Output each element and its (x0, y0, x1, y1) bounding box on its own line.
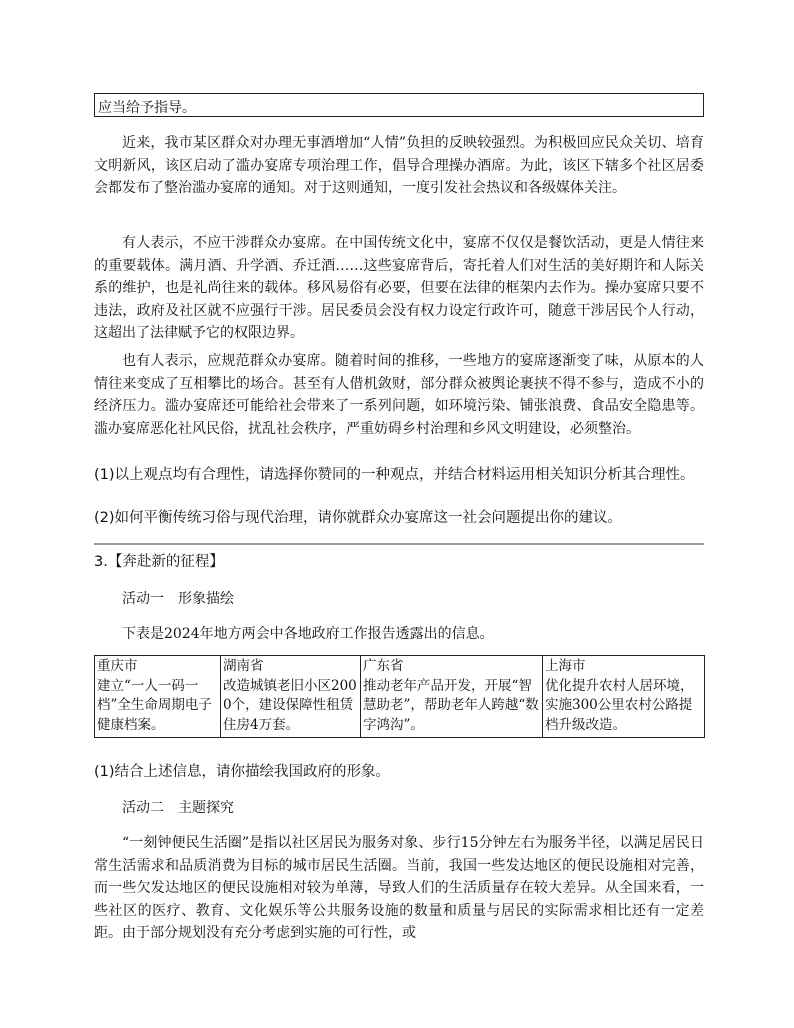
material-paragraph-1: 近来，我市某区群众对办理无事酒增加“人情”负担的反映较强烈。为积极回应民众关切、培育文明新风，该区启动了滥办宴席专项治理工作，倡导合理操办酒席。为此，该区下辖多个社区居委会都发布了整治滥办宴席的通知。对于这则通知，一度引发社会热议和各级媒体关注。 (94, 135, 704, 196)
cell-text: 改造城镇老旧小区2000个，建设保障性租赁住房4万套。 (223, 677, 357, 733)
city-name: 上海市 (545, 658, 586, 674)
answer-box (94, 93, 704, 117)
answer-box-text: 应当给予指导。 (98, 100, 196, 116)
government-report-table (94, 655, 705, 738)
table-intro: 下表是2024年地方两会中各地政府工作报告透露出的信息。 (122, 626, 494, 642)
question-2: (2)如何平衡传统习俗与现代治理，请你就群众办宴席这一社会问题提出你的建议。 (94, 510, 623, 526)
cell-text: 优化提升农村人居环境，实施300公里农村公路提档升级改造。 (545, 677, 694, 733)
table-cell (221, 656, 361, 738)
section-heading: 3.【奔赴新的征程】 (94, 554, 224, 570)
question-after-table: (1)结合上述信息，请你描绘我国政府的形象。 (94, 764, 391, 780)
section-divider (94, 543, 704, 545)
cell-text: 推动老年产品开发，开展“智慧助老”，帮助老年人跨越“数字鸿沟”。 (363, 677, 539, 733)
table-cell (361, 656, 543, 738)
activity-two-title: 活动二 主题探究 (122, 800, 234, 816)
material-paragraph-2: 有人表示，不应干涉群众办宴席。在中国传统文化中，宴席不仅仅是餐饮活动，更是人情往来的重要载体。满月酒、升学酒、乔迁酒……这些宴席背后，寄托着人们对生活的美好期许和人际关系的维护，也是礼尚往来的载体。移风易俗有必要，但要在法律的框架内去作为。操办宴席只要不违法，政府及社区就不应强行干涉。居民委员会没有权力设定行政许可，随意干涉居民个人行动，这超出了法律赋予它的权限边界。 (94, 235, 704, 341)
city-name: 重庆市 (97, 658, 138, 674)
city-name: 广东省 (363, 658, 404, 674)
table-cell (95, 656, 221, 738)
table-cell (543, 656, 705, 738)
cell-text: 建立“一人一码一档”全生命周期电子健康档案。 (97, 677, 212, 733)
material-paragraph-3: 也有人表示，应规范群众办宴席。随着时间的推移，一些地方的宴席逐渐变了味，从原本的人情往来变成了互相攀比的场合。甚至有人借机敛财，部分群众被舆论裹挟不得不参与，造成不小的经济压力。滥办宴席还可能给社会带来了一系列问题，如环境污染、铺张浪费、食品安全隐患等。滥办宴席恶化社风民俗，扰乱社会秩序，严重妨碍乡村治理和乡风文明建设，必须整治。 (94, 353, 704, 437)
table-row (95, 656, 705, 738)
city-name: 湖南省 (223, 658, 264, 674)
final-paragraph: “一刻钟便民生活圈”是指以社区居民为服务对象、步行15分钟左右为服务半径，以满足居民日常生活需求和品质消费为目标的城市居民生活圈。当前，我国一些发达地区的便民设施相对完善，而一些欠发达地区的便民设施相对较为单薄，导致人们的生活质量存在较大差异。从全国来看，一些社区的医疗、教育、文化娱乐等公共服务设施的数量和质量与居民的实际需求相比还有一定差距。由于部分规划没有充分考虑到实施的可行性，或 (94, 835, 704, 941)
question-1: (1)以上观点均有合理性，请选择你赞同的一种观点，并结合材料运用相关知识分析其合理性。 (94, 467, 695, 483)
activity-one-title: 活动一 形象描绘 (122, 591, 234, 607)
